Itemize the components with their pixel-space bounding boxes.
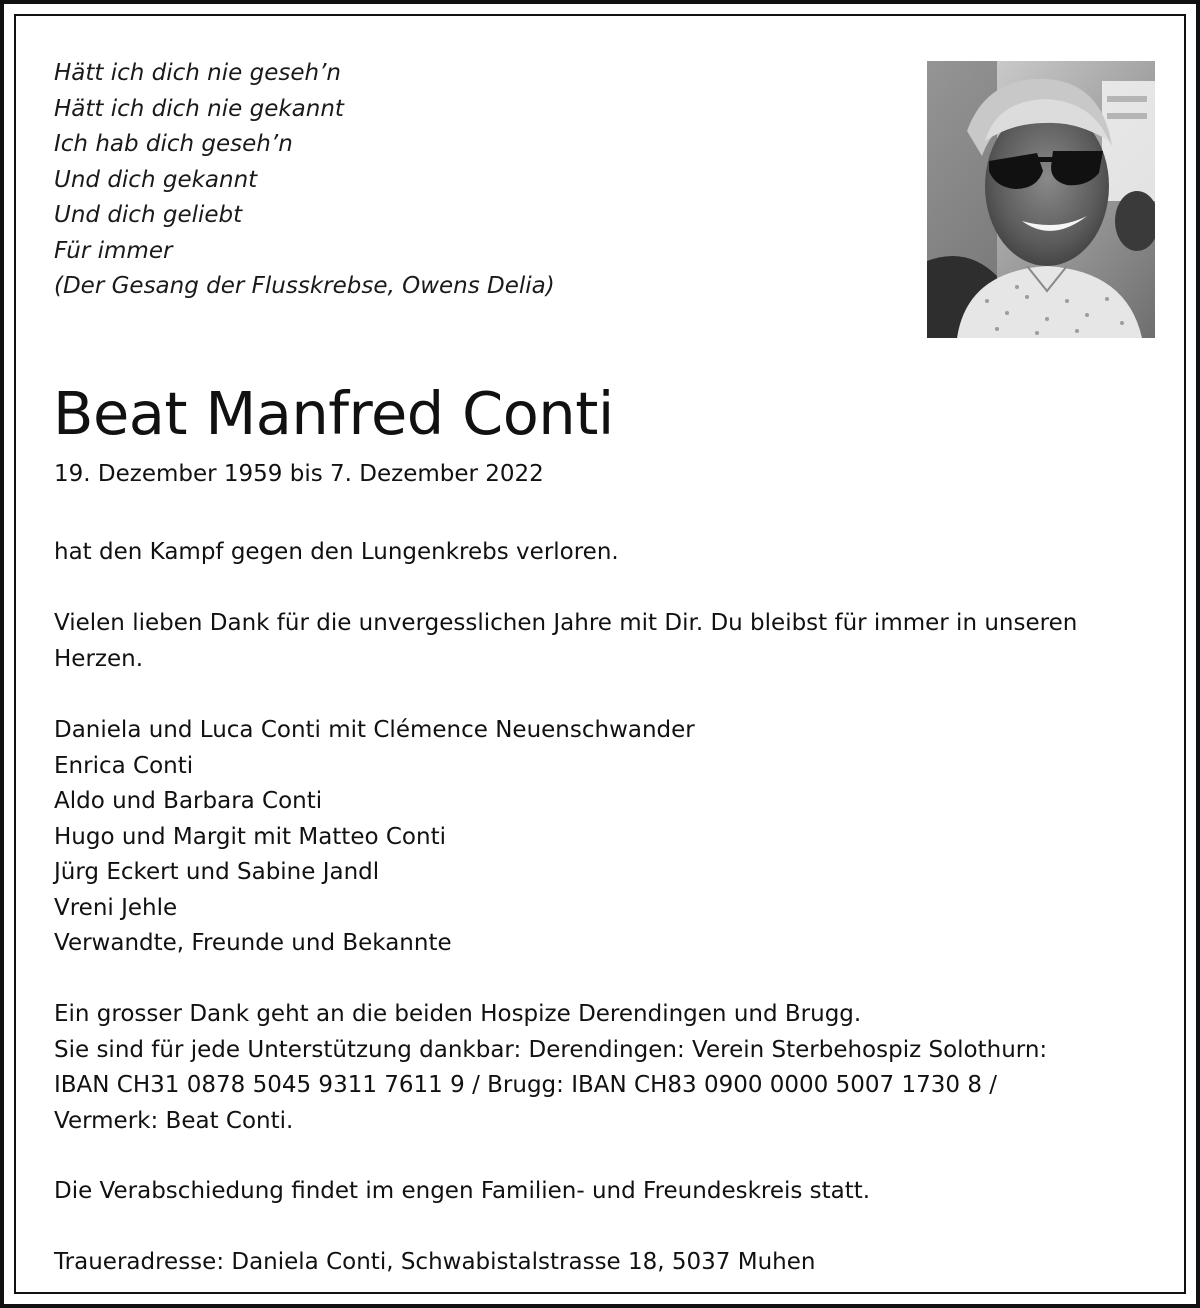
donation-line: Sie sind für jede Unterstützung dankbar: Derendingen: Verein Sterbehospiz Solothurn: bbox=[54, 1036, 1048, 1063]
announcement-frame-inner bbox=[14, 14, 1186, 1294]
poem-line: Ich hab dich geseh’n bbox=[54, 131, 293, 157]
poem-line: Hätt ich dich nie gekannt bbox=[54, 95, 344, 122]
cause-text bbox=[54, 535, 1134, 571]
farewell-line: Die Verabschiedung findet im engen Familien- und Freundeskreis statt. bbox=[54, 1178, 871, 1204]
poem-line: Und dich geliebt bbox=[54, 202, 243, 228]
donation-line: Vermerk: Beat Conti. bbox=[54, 1107, 294, 1134]
mourner-item: Enrica Conti bbox=[54, 752, 194, 779]
life-dates: 19. Dezember 1959 bis 7. Dezember 2022 bbox=[54, 461, 544, 487]
mourner-item: Vreni Jehle bbox=[54, 894, 178, 921]
portrait-photo bbox=[927, 61, 1155, 338]
mourner-item: Hugo und Margit mit Matteo Conti bbox=[54, 823, 446, 850]
poem-line: Hätt ich dich nie geseh’n bbox=[54, 60, 341, 86]
mourner-item: Aldo und Barbara Conti bbox=[54, 788, 323, 814]
portrait-illustration bbox=[927, 61, 1155, 338]
address-paragraph bbox=[54, 1245, 1134, 1281]
deceased-name: Beat Manfred Conti bbox=[53, 379, 614, 448]
donation-line: IBAN CH31 0878 5045 9311 7611 9 / Brugg: IBAN CH83 0900 0000 5007 1730 8 / bbox=[54, 1072, 998, 1098]
mourning-address: Traueradresse: Daniela Conti, Schwabistalstrasse 18, 5037 Muhen bbox=[54, 1249, 816, 1275]
poem-line: Für immer bbox=[54, 237, 173, 264]
thanks-line: Vielen lieben Dank für die unvergesslichen Jahre mit Dir. Du bleibst für immer in unseren bbox=[54, 610, 1078, 636]
mourner-item: Verwandte, Freunde und Bekannte bbox=[54, 930, 452, 956]
farewell-paragraph bbox=[54, 1174, 1134, 1210]
cause-line: hat den Kampf gegen den Lungenkrebs verloren. bbox=[54, 539, 619, 565]
mourners-list bbox=[54, 713, 1134, 962]
donation-paragraph bbox=[54, 997, 1134, 1139]
poem-block bbox=[54, 56, 814, 305]
donation-line: Ein grosser Dank geht an die beiden Hospize Derendingen und Brugg. bbox=[54, 1001, 862, 1027]
thanks-line: Herzen. bbox=[54, 645, 144, 672]
poem-source: (Der Gesang der Flusskrebse, Owens Delia) bbox=[54, 273, 555, 299]
mourner-item: Daniela und Luca Conti mit Clémence Neuenschwander bbox=[54, 717, 695, 743]
thanks-paragraph bbox=[54, 606, 1134, 677]
poem-line: Und dich gekannt bbox=[54, 166, 258, 193]
mourner-item: Jürg Eckert und Sabine Jandl bbox=[54, 859, 380, 885]
